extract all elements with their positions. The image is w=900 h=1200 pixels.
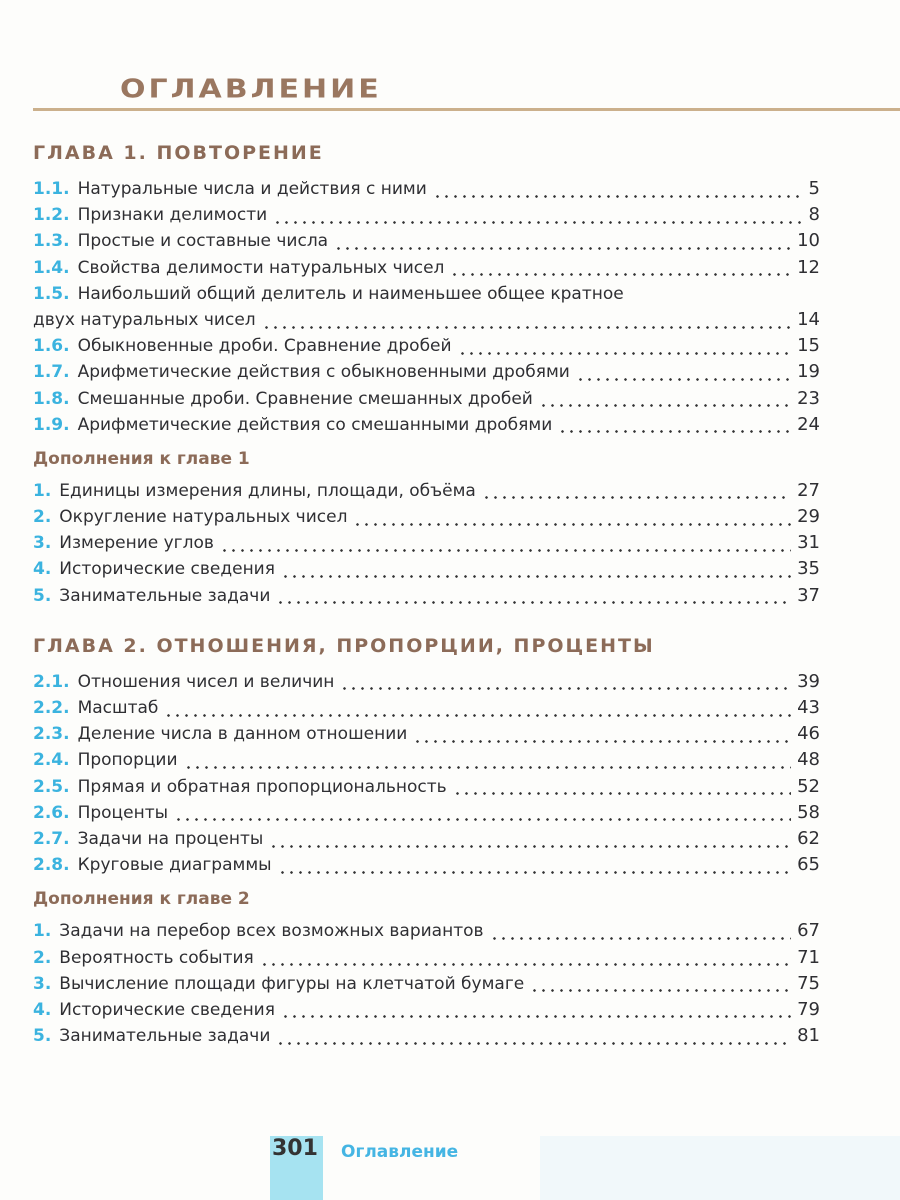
toc-entry[interactable] [33, 478, 820, 504]
toc-entry[interactable] [33, 583, 820, 609]
entry-number: 1. [33, 480, 52, 501]
entry-number: 1.6. [33, 336, 70, 357]
entry-number: 1.4. [33, 257, 70, 278]
toc-entry-continuation[interactable] [33, 307, 820, 333]
entry-page: 29 [797, 506, 820, 528]
entry-page: 15 [797, 335, 820, 357]
entry-title: Пропорции [77, 750, 178, 771]
toc-entry[interactable] [33, 228, 820, 254]
entry-page: 24 [797, 413, 820, 435]
entry-page: 10 [797, 230, 820, 252]
entry-number: 1.2. [33, 205, 70, 226]
entry-page: 62 [797, 827, 820, 849]
toc-entry[interactable] [33, 556, 820, 582]
entry-page: 12 [797, 256, 820, 278]
chapter-2-supplement-list [33, 918, 820, 1049]
toc-entry[interactable] [33, 202, 820, 228]
entry-number: 1.7. [33, 362, 70, 383]
entry-page: 19 [797, 361, 820, 383]
entry-title: Исторические сведения [59, 999, 275, 1020]
dot-leader [458, 352, 792, 355]
entry-title: Измерение углов [59, 533, 214, 554]
chapter-1-heading: ГЛАВА 1. ПОВТОРЕНИЕ [33, 142, 324, 164]
entry-number: 1.5. [33, 283, 70, 304]
toc-entry[interactable] [33, 695, 820, 721]
entry-number: 5. [33, 585, 52, 606]
toc-entry[interactable] [33, 530, 820, 556]
dot-leader [281, 575, 791, 578]
toc-entry[interactable] [33, 255, 820, 281]
dot-leader [273, 221, 802, 224]
toc-entry[interactable] [33, 800, 820, 826]
entry-title: Вычисление площади фигуры на клетчатой бумаге [59, 973, 525, 994]
entry-number: 5. [33, 1026, 52, 1047]
dot-leader [539, 404, 791, 407]
entry-number: 2.4. [33, 750, 70, 771]
entry-title: Прямая и обратная пропорциональность [77, 776, 447, 797]
toc-entry[interactable] [33, 281, 820, 307]
entry-number: 2. [33, 947, 52, 968]
entry-page: 43 [797, 697, 820, 718]
entry-page: 35 [797, 558, 820, 580]
dot-leader [334, 247, 791, 250]
entry-page: 31 [797, 532, 820, 554]
dot-leader [353, 523, 791, 526]
toc-entry[interactable] [33, 412, 820, 438]
entry-number: 1.8. [33, 388, 70, 409]
entry-title: Задачи на проценты [77, 828, 264, 849]
entry-number: 4. [33, 559, 52, 580]
entry-number: 3. [33, 533, 52, 554]
entry-number: 2.1. [33, 671, 70, 692]
toc-entry[interactable] [33, 359, 820, 385]
entry-number: 1.1. [33, 179, 70, 199]
entry-title: Масштаб [77, 698, 159, 718]
chapter-1-list [33, 176, 820, 438]
entry-title: Проценты [77, 802, 169, 823]
entry-number: 2.7. [33, 828, 70, 849]
entry-number: 3. [33, 973, 52, 994]
entry-number: 2.3. [33, 724, 70, 745]
entry-number: 1. [33, 921, 52, 942]
toc-entry[interactable] [33, 504, 820, 530]
toc [33, 138, 820, 1049]
entry-title: Смешанные дроби. Сравнение смешанных дробей [77, 388, 533, 409]
entry-title: Круговые диаграммы [77, 855, 272, 876]
toc-entry[interactable] [33, 721, 820, 747]
entry-page: 65 [797, 854, 820, 876]
entry-title: Признаки делимости [77, 205, 268, 226]
entry-number: 2.5. [33, 776, 70, 797]
entry-number: 2.6. [33, 802, 70, 823]
title-divider [33, 108, 900, 111]
entry-page: 23 [797, 387, 820, 409]
chapter-1-supplement-heading: Дополнения к главе 1 [33, 448, 250, 469]
dot-leader [450, 273, 791, 276]
dot-leader [530, 989, 791, 992]
dot-leader [260, 963, 791, 966]
entry-page: 58 [797, 801, 820, 823]
entry-number: 1.3. [33, 231, 70, 252]
entry-page: 14 [797, 308, 820, 330]
chapter-2-supplement-heading: Дополнения к главе 2 [33, 889, 250, 910]
dot-leader [413, 740, 791, 743]
entry-number: 2.8. [33, 855, 70, 876]
dot-leader [262, 326, 791, 329]
dot-leader [340, 687, 791, 690]
entry-title: Наибольший общий делитель и наименьшее общее кратное [77, 283, 624, 304]
entry-title: Арифметические действия с обыкновенными дробями [77, 362, 570, 383]
entry-title: Вероятность события [59, 947, 254, 968]
entry-page: 67 [797, 920, 820, 942]
dot-leader [453, 792, 791, 795]
dot-leader [164, 714, 791, 717]
toc-entry[interactable] [33, 918, 820, 944]
entry-title: Единицы измерения длины, площади, объёма [59, 480, 476, 501]
entry-title: Округление натуральных чисел [59, 507, 348, 528]
dot-leader [278, 871, 792, 874]
dot-leader [482, 496, 791, 499]
entry-title: Арифметические действия со смешанными дробями [77, 414, 553, 435]
entry-page: 48 [797, 749, 820, 771]
toc-entry[interactable] [33, 176, 820, 202]
entry-title: Обыкновенные дроби. Сравнение дробей [77, 336, 452, 357]
entry-page: 5 [808, 178, 820, 199]
toc-entry[interactable] [33, 852, 820, 878]
dot-leader [490, 937, 792, 940]
dot-leader [576, 378, 791, 381]
entry-page: 79 [797, 998, 820, 1020]
toc-entry[interactable] [33, 971, 820, 997]
page-title: ОГЛАВЛЕНИЕ [120, 74, 382, 105]
toc-entry[interactable] [33, 669, 820, 695]
entry-number: 2. [33, 507, 52, 528]
dot-leader [174, 818, 791, 821]
entry-title: Отношения чисел и величин [77, 671, 335, 692]
toc-entry[interactable] [33, 774, 820, 800]
entry-title: Натуральные числа и действия с ними [77, 179, 427, 199]
toc-entry[interactable] [33, 945, 820, 971]
entry-number: 1.9. [33, 414, 70, 435]
toc-entry[interactable] [33, 747, 820, 773]
entry-title: Деление числа в данном отношении [77, 724, 408, 745]
entry-number: 4. [33, 999, 52, 1020]
dot-leader [184, 766, 792, 769]
entry-title: Задачи на перебор всех возможных вариантов [59, 921, 484, 942]
dot-leader [433, 195, 803, 198]
dot-leader [220, 549, 791, 552]
entry-page: 46 [797, 723, 820, 745]
toc-entry[interactable] [33, 1023, 820, 1049]
entry-page: 75 [797, 972, 820, 994]
entry-title: Исторические сведения [59, 559, 275, 580]
entry-page: 39 [797, 670, 820, 692]
running-footer-label: Оглавление [341, 1142, 459, 1162]
chapter-2-heading: ГЛАВА 2. ОТНОШЕНИЯ, ПРОПОРЦИИ, ПРОЦЕНТЫ [33, 634, 655, 657]
entry-title: Свойства делимости натуральных чисел [77, 257, 445, 278]
entry-number: 2.2. [33, 698, 70, 718]
dot-leader [281, 1015, 791, 1018]
dot-leader [558, 430, 791, 433]
chapter-1-supplement-list [33, 478, 820, 609]
entry-title-continued: двух натуральных чисел [33, 309, 256, 330]
dot-leader [276, 1042, 791, 1045]
dot-leader [276, 601, 791, 604]
toc-entry[interactable] [33, 333, 820, 359]
entry-title: Занимательные задачи [59, 1026, 271, 1047]
chapter-2-list [33, 669, 820, 879]
entry-title: Простые и составные числа [77, 231, 329, 252]
entry-page: 27 [797, 479, 820, 501]
toc-entry[interactable] [33, 826, 820, 852]
toc-entry[interactable] [33, 997, 820, 1023]
page-number: 301 [272, 1136, 318, 1161]
entry-page: 52 [797, 775, 820, 797]
entry-page: 71 [797, 946, 820, 968]
entry-page: 37 [797, 584, 820, 606]
entry-title: Занимательные задачи [59, 585, 271, 606]
dot-leader [269, 845, 791, 848]
toc-entry[interactable] [33, 386, 820, 412]
footer-background [540, 1136, 900, 1200]
entry-page: 81 [797, 1025, 820, 1047]
entry-page: 8 [808, 204, 820, 226]
